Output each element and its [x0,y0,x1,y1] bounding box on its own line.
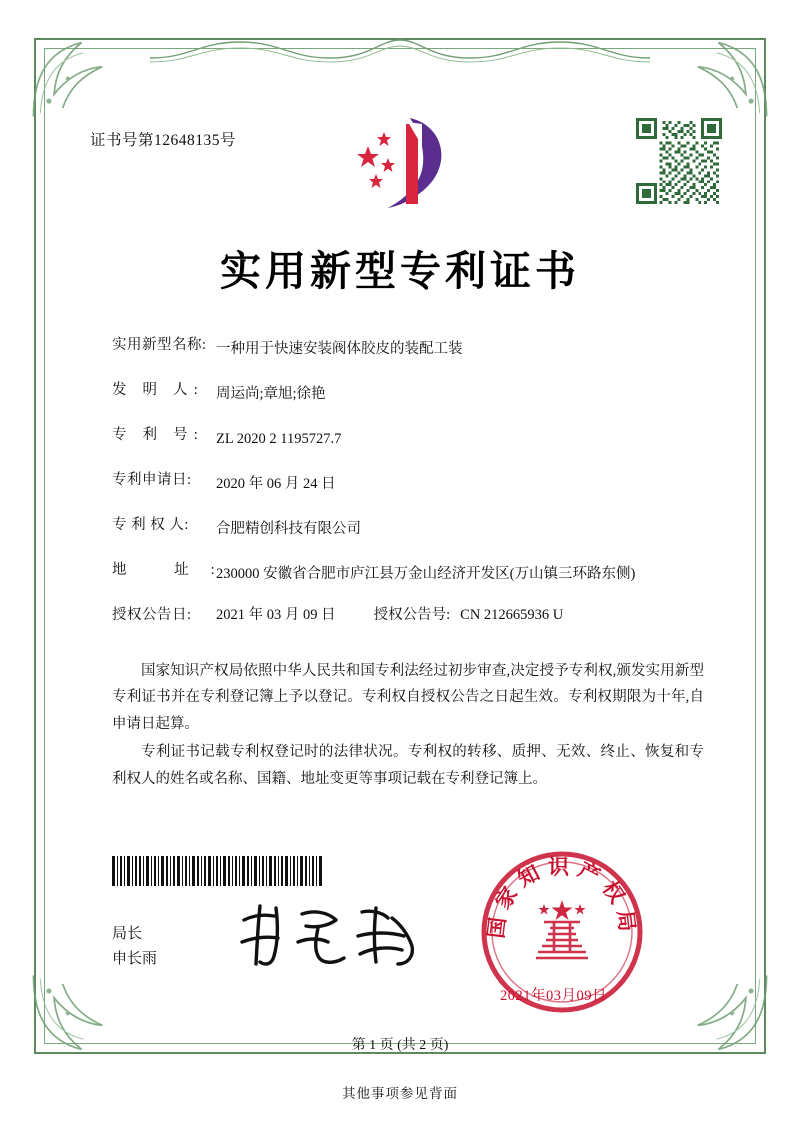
signature-title: 局长 [112,926,143,942]
value-inventor: 周运尚;章旭;徐艳 [216,385,326,402]
value-grant-date: 2021 年 03 月 09 日 [216,606,336,623]
legal-paragraph-1: 国家知识产权局依照中华人民共和国专利法经过初步审查,决定授予专利权,颁发实用新型专利证书并在专利登记簿上予以登记。专利权自授权公告之日起生效。专利权期限为十年,自申请日起算。 [112,663,704,732]
field-list [112,338,712,644]
label-patentee: 专 利 权 人: [112,516,189,533]
svg-text:国家知识产权局: 国家知识产权局 [483,855,641,940]
corner-ornament-top-right [684,34,770,120]
label-patent-number: 专 利 号: [112,426,204,443]
label-grant-date: 授权公告日: [112,606,192,623]
field-application-date [112,473,712,495]
page-title: 实用新型专利证书 [220,248,580,294]
value-patent-number: ZL 2020 2 1195727.7 [216,430,342,447]
field-inventor [112,383,712,405]
value-application-date: 2020 年 06 月 24 日 [216,475,336,492]
label-address: 地 址: [112,561,237,578]
field-address [112,563,712,585]
top-ornament [150,36,650,66]
label-grant-number: 授权公告号: [373,606,451,623]
label-utility-model-name: 实用新型名称: [112,337,207,353]
footer-note: 其他事项参见背面 [342,1086,458,1101]
field-patentee [112,518,712,540]
handwritten-signature-icon [232,898,432,976]
seal-date: 2021年03月09日 [500,988,607,1004]
signature-block [112,922,157,972]
certificate-number: 证书号第12648135号 [90,132,237,149]
value-utility-model-name: 一种用于快速安装阀体胶皮的装配工装 [216,341,463,357]
qr-code-icon [636,118,722,204]
legal-paragraph-2: 专利证书记载专利权登记时的法律状况。专利权的转移、质押、无效、终止、恢复和专利权人的姓名或名称、国籍、地址变更等事项记载在专利登记簿上。 [112,744,704,787]
field-grant-info [112,608,712,623]
cnipa-logo-icon [348,112,458,216]
value-address: 230000 安徽省合肥市庐江县万金山经济开发区(万山镇三环路东侧) [216,565,636,582]
field-patent-number [112,428,712,450]
page-indicator: 第 1 页 (共 2 页) [351,1038,449,1053]
label-inventor: 发 明 人: [112,381,204,398]
label-application-date: 专利申请日: [112,471,192,488]
legal-text [112,658,704,794]
signature-name: 申长雨 [112,950,158,967]
corner-ornament-top-left [30,34,116,120]
value-patentee: 合肥精创科技有限公司 [216,520,361,537]
field-utility-model-name [112,338,712,360]
value-grant-number: CN 212665936 U [460,606,564,623]
barcode [112,856,324,886]
